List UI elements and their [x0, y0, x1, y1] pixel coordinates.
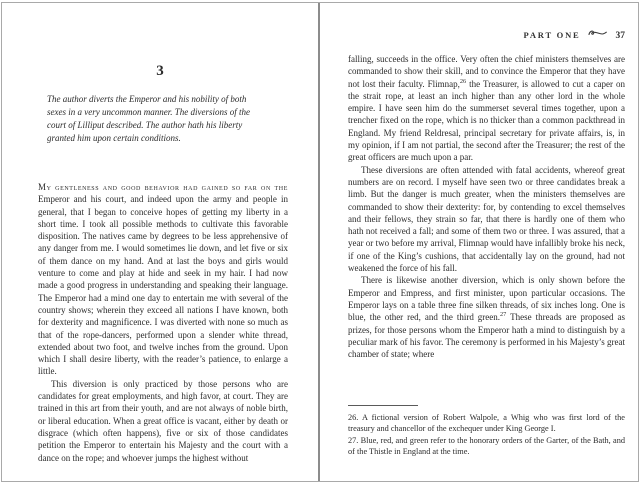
paragraph	[348, 274, 625, 360]
footnote-ref-27: 27	[500, 311, 507, 319]
footnote-ref-26: 26	[459, 77, 467, 85]
right-page-body	[348, 53, 625, 360]
book-spread	[1, 2, 639, 482]
left-page	[2, 3, 318, 481]
smallcaps-lead: My gentleness and good behavior had gained so far on the	[38, 182, 288, 192]
swash-ornament-icon	[588, 24, 607, 42]
part-title: PART ONE	[523, 30, 581, 40]
paragraph-text: falling, succeeds in the office. Very often the chief ministers themselves are commanded to show their skill, and to convince the Emperor that they have not lost their faculty. Flimnap,	[348, 54, 625, 89]
paragraph-text: the Treasurer, is allowed to cut a caper on the strait rope, at least an inch higher than any other lord in the whole empire. I have seen him do the summerset several times together, upon a trencher fixed on the rope, which is no thicker than a common packthread in England. My friend Reldresal, principal secretary for private affairs, is, in my opinion, if I am not partial, the second after the Treasurer; the rest of the great officers are much upon a par.	[348, 78, 625, 163]
right-page	[320, 3, 638, 481]
paragraph	[38, 181, 288, 378]
chapter-epigraph: The author diverts the Emperor and his nobility of both sexes in a very uncommon manner. The diversions of the court of Lilliput described. The author hath his liberty granted him upon certain conditions.	[47, 94, 250, 143]
running-head	[348, 24, 625, 43]
left-page-body	[38, 181, 288, 464]
paragraph-text: Emperor and his court, and indeed upon the army and people in general, that I began to conceive hopes of getting my liberty in a short time. I took all possible methods to cultivate this favorable disposition. The natives came by degrees to be less apprehensive of any danger from me. I would sometimes lie down, and let five or six of them dance on my hand. And at last the boys and girls would venture to come and play at hide and seek in my hair. I had now made a good progress in understanding and speaking their language. The Emperor had a mind one day to entertain me with several of the country shows; wherein they exceed all nations I have known, both for dexterity and magnificence. I was diverted with none so much as that of the rope-dancers, performed upon a slender white thread, extended about two foot, and twelve inches from the ground. Upon which I shall desire liberty, with the reader’s patience, to enlarge a little.	[38, 194, 288, 377]
paragraph: These diversions are often attended with fatal accidents, whereof great numbers are on record. I myself have seen two or three candidates break a limb. But the danger is much greater, when the ministers themselves are commanded to show their dexterity: for, by contending to excel themselves and their fellows, they strain so far, that there is hardly one of them who hath not received a fall; and some of them two or three. I was assured, that a year or two before my arrival, Flimnap would have infallibly broke his neck, if one of the King’s cushions, that accidentally lay on the ground, had not weakened the force of his fall.	[348, 164, 625, 274]
paragraph: This diversion is only practiced by those persons who are candidates for great employments, and high favor, at court. They are trained in this art from their youth, and are not always of noble birth, or liberal education. When a great office is vacant, either by death or disgrace (which often happens), five or six of those candidates petition the Emperor to entertain his Majesty and the court with a dance on the rope; and whoever jumps the highest without	[38, 378, 288, 463]
footnote-27: 27. Blue, red, and green refer to the honorary orders of the Garter, of the Bath, and of the Thistle in England at the time.	[348, 435, 625, 456]
page-number: 37	[615, 31, 625, 41]
footnotes	[348, 412, 625, 457]
footnote-26: 26. A fictional version of Robert Walpole, a Whig who was first lord of the treasury and chancellor of the exchequer under King George I.	[348, 413, 625, 434]
paragraph	[348, 53, 625, 164]
chapter-number: 3	[156, 63, 164, 79]
paragraph-text: These threads are proposed as prizes, for those persons whom the Emperor hath a mind to distinguish by a peculiar mark of his favor. The ceremony is performed in his Majesty’s great chamber of state; where	[348, 312, 625, 360]
paragraph-text: There is likewise another diversion, which is only shown before the Emperor and Empress, and first minister, upon particular occasions. The Emperor lays on a table three fine silken threads, of six inches long. One is blue, the other red, and the third green.	[348, 275, 625, 323]
footnote-rule	[348, 405, 418, 406]
